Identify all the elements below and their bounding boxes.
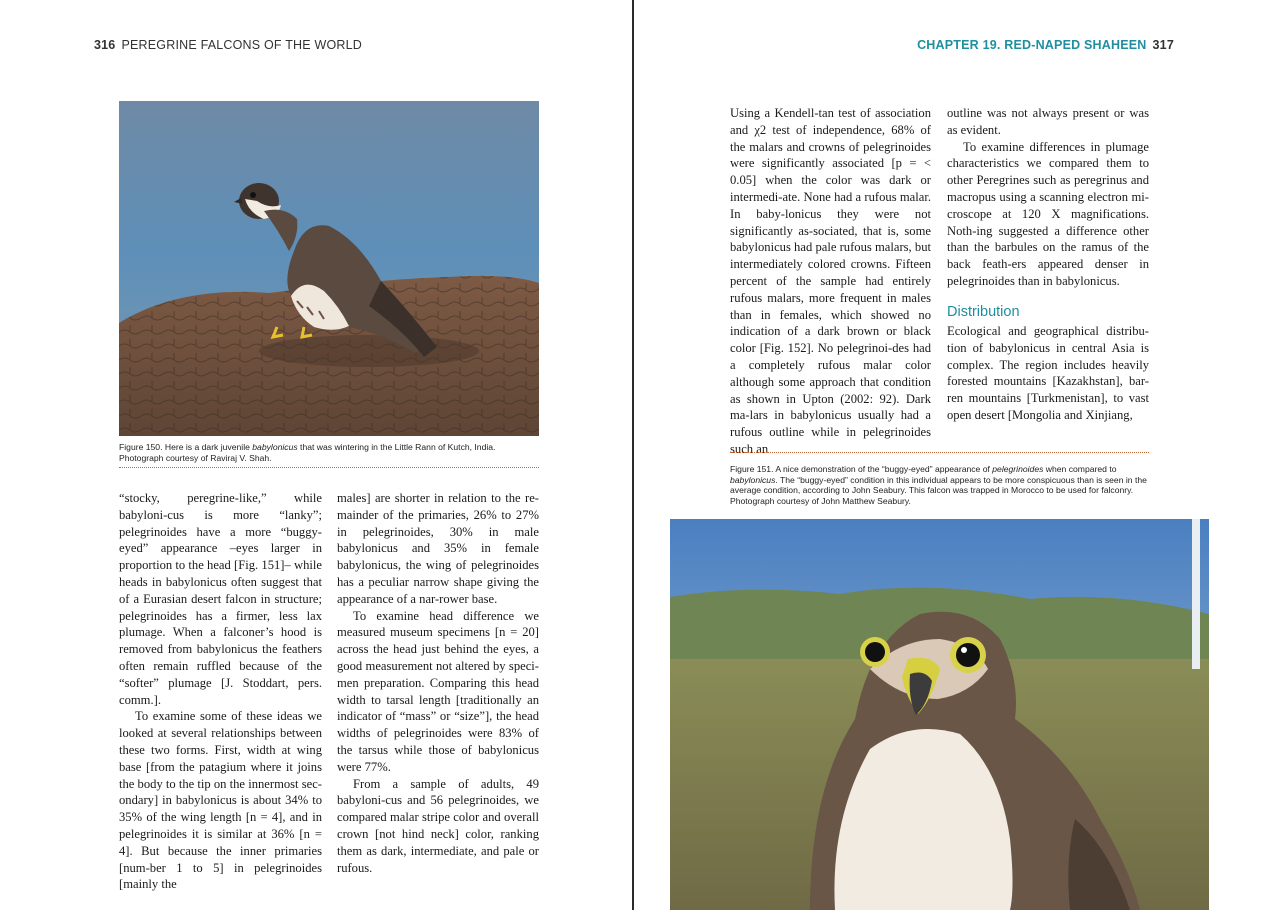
running-head-right xyxy=(917,38,1174,52)
figure-151-photo xyxy=(670,519,1209,910)
paragraph: outline was not always present or was as evident. xyxy=(947,106,1149,137)
book-title: PEREGRINE FALCONS OF THE WORLD xyxy=(121,38,362,52)
paragraph: males] are shorter in relation to the re-mainder of the primaries, 26% to 27% in pelegrinoides, 30% in male babylonicus and 35% in female babylonicus, the wing of pelegrinoides has a peculiar narrow shape giving the appearance of a nar-rower base. xyxy=(337,491,539,606)
caption-italic: babylonicus xyxy=(252,442,298,452)
paragraph: “stocky, peregrine-like,” while babyloni-cus is more “lanky”; pelegrinoides have a more “buggy-eyed” appearance –eyes larger in proportion to the head [Fig. 151]– while heads in babylonicus often suggest that of a Eurasian desert falcon in structure; pelegrinoides has a firmer, less lax plumage. When a falconer’s hood is removed from babylonicus the feathers often remain ruffled because of the “softer” plumage [J. Stoddart, pers. comm.]. xyxy=(119,491,322,707)
figure-151-caption xyxy=(730,464,1149,506)
left-column-2 xyxy=(337,490,539,876)
right-column-2 xyxy=(947,105,1149,290)
caption-text: Figure 151. A nice demonstration of the “buggy-eyed” appearance of xyxy=(730,464,993,474)
paragraph: To examine head difference we measured museum specimens [n = 20] across the head just behind the eyes, a good measurement not altered by speci-men preparation. Comparing this head width to tarsal length [traditionally an indicator of “mass” or “size”], the head widths of pelegrinoides were 83% of the tarsus while those of babylonicus were 77%. xyxy=(337,608,539,774)
caption-text: . The “buggy-eyed” condition in this individual appears to be more conspicuous than is seen in the average condition, according to John Seabury. This falcon was trapped in Morocco to be used for falconry. Photograph courtesy of John Matthew Seabury. xyxy=(730,474,1147,506)
left-column-1 xyxy=(119,490,322,893)
figure-150-caption xyxy=(119,442,539,463)
paragraph: From a sample of adults, 49 babyloni-cus and 56 pelegrinoides, we compared malar stripe color and overall crown [not hind neck] color, ranking them as dark, intermediate, and pale or rufous. xyxy=(337,776,539,875)
paragraph: Ecological and geographical distribu-tion of babylonicus in central Asia is complex. The region includes heavily forested mountains [Kazakhstan], bar-ren mountains [Turkmenistan], to vast open desert [Mongolia and Xinjiang, xyxy=(947,324,1149,422)
falcon-closeup-image xyxy=(670,519,1209,910)
distribution-paragraph xyxy=(947,323,1149,424)
caption-text: when compared to xyxy=(1043,464,1117,474)
paragraph: Using a Kendell-tan test of association and χ2 test of independence, 68% of the malars and crowns of pelegrinoides were significantly associated [p = < 0.05] when the color was dark or intermedi-ate. None had a rufous malar. In baby-lonicus they were not significantly as-sociated, that is, some babylonicus had pale rufous malars, but intermediately colored crowns. Fifteen percent of the sample had entirely rufous malars, more frequent in males than in females, which showed no indication of a dark brown or black color [Fig. 152]. No pelegrinoi-des had a completely rufous malar color although some approach that condition as shown in Upton (2002: 92). Dark ma-lars in babylonicus usually had a rufous outline while in pelegrinoides such an xyxy=(730,106,931,456)
caption-italic: babylonicus xyxy=(730,474,776,485)
chapter-title: CHAPTER 19. RED-NAPED SHAHEEN xyxy=(917,38,1147,52)
right-page xyxy=(635,0,1266,910)
falcon-juvenile-image xyxy=(119,101,539,436)
caption-text: Figure 150. Here is a dark juvenile xyxy=(119,442,253,452)
figure-150-photo xyxy=(119,101,539,436)
right-column-1 xyxy=(730,105,931,458)
page-number-right: 317 xyxy=(1152,38,1174,52)
running-head-left xyxy=(94,38,362,52)
paragraph: To examine differences in plumage characteristics we compared them to other Peregrines such as peregrinus and macropus using a scanning electron mi-croscope at 120 X magnifications. Noth-ing suggested a difference other than the barbules on the ramus of the back feath-ers appeared denser in pelegrinoides than in babylonicus. xyxy=(947,139,1149,288)
caption-italic: pelegrinoides xyxy=(992,464,1044,474)
caption-divider xyxy=(730,452,1149,453)
paragraph: To examine some of these ideas we looked at several relationships between these two forms. First, width at wing base [from the patagium where it joins the body to the tip on the innermost sec-ondary] in babylonicus is about 34% to 35% of the wing length [n = 4], and in pelegrinoides it is similar at 36% [n = 4]. But because the inner primaries [num-ber 1 to 5] in pelegrinoides [mainly the xyxy=(119,709,322,892)
page-number-left: 316 xyxy=(94,38,116,52)
caption-text: that was wintering in the Little Rann of Kutch, India. Photograph courtesy of Raviraj V. Shah. xyxy=(119,442,496,463)
section-heading-distribution: Distribution xyxy=(947,304,1020,320)
caption-divider xyxy=(119,467,539,468)
book-spine xyxy=(632,0,634,910)
